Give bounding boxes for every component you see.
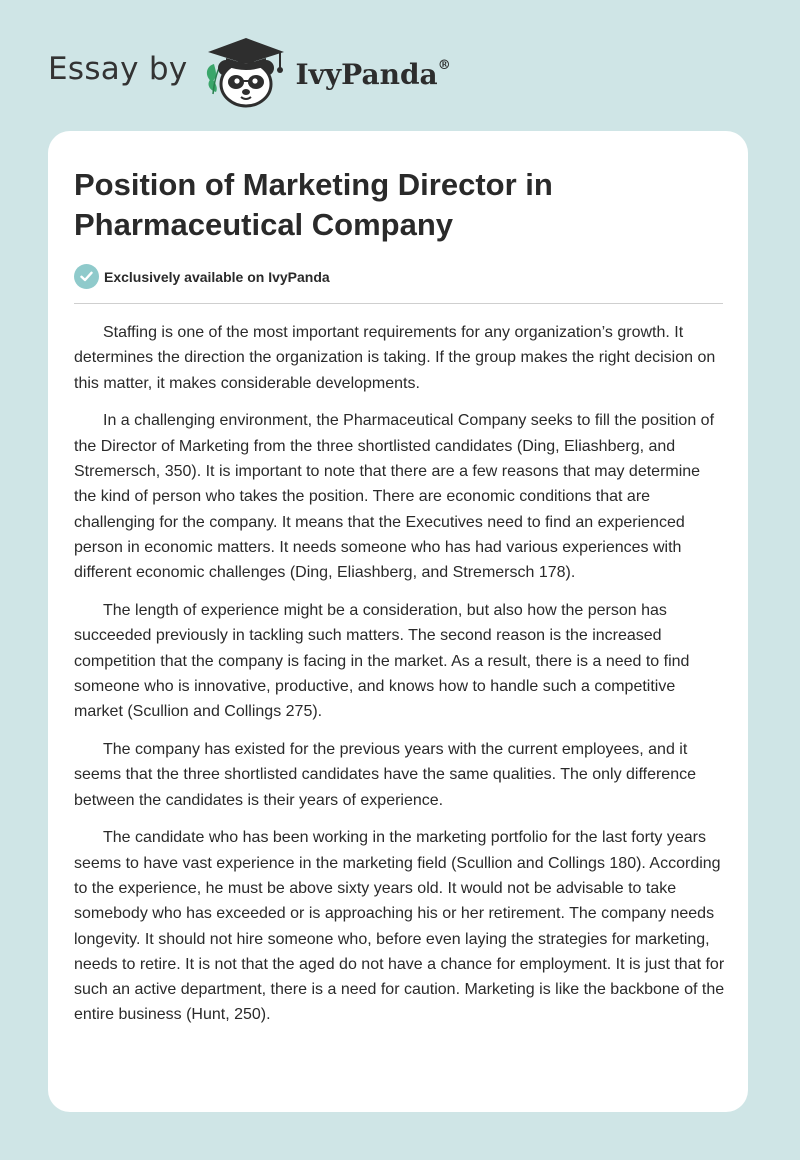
check-icon bbox=[74, 264, 99, 289]
exclusive-badge bbox=[74, 264, 330, 289]
paragraph: In a challenging environment, the Pharmaceutical Company seeks to fill the position of the Director of Marketing from the three shortlisted candidates (Ding, Eliashberg, and Stremersch, 350). It is important to note that there are a few reasons that may determine the kind of person who takes the position. There are economic conditions that are challenging for the company. It means that the Executives need to find an experienced person in economic matters. It needs someone who has had various experiences with different economic challenges (Ding, Eliashberg, and Stremersch 178). bbox=[74, 412, 715, 582]
essay-by-label: Essay by bbox=[48, 51, 188, 87]
paragraph: The company has existed for the previous years with the current employees, and it seems that the three shortlisted candidates have the same qualities. The only difference between the candidates is their years of experience. bbox=[74, 740, 696, 809]
brand-name-text: IvyPanda bbox=[295, 57, 438, 91]
brand-header bbox=[48, 34, 451, 110]
essay-body bbox=[74, 320, 726, 1040]
page-title: Position of Marketing Director in Pharmaceutical Company bbox=[74, 167, 553, 242]
divider bbox=[74, 303, 723, 304]
registered-mark: ® bbox=[437, 58, 451, 74]
exclusive-label: Exclusively available on IvyPanda bbox=[104, 268, 330, 285]
paragraph: The candidate who has been working in the marketing portfolio for the last forty years seems to have vast experience in the marketing field (Scullion and Collings 180). According to the experience, he must be above sixty years old. It would not be advisable to take somebody who has exceeded or is approaching his or her retirement. The company needs longevity. It should not hire someone who, before even laying the strategies for marketing, needs to retire. It is not that the aged do not have a chance for employment. It is just that for such an active department, there is a need for caution. Marketing is like the backbone of the entire business (Hunt, 250). bbox=[74, 829, 725, 1024]
brand-name bbox=[296, 58, 451, 91]
paragraph: The length of experience might be a consideration, but also how the person has succeeded previously in tackling such matters. The second reason is the increased competition that the company is facing in the market. As a result, there is a need to find someone who is innovative, productive, and knows how to handle such a competitive market (Scullion and Collings 275). bbox=[74, 601, 690, 721]
paragraph: Staffing is one of the most important requirements for any organization’s growth. It determines the direction the organization is taking. If the group makes the right decision on this matter, it makes considerable developments. bbox=[74, 324, 716, 392]
panda-logo-icon bbox=[200, 34, 292, 110]
essay-card bbox=[48, 131, 748, 1112]
